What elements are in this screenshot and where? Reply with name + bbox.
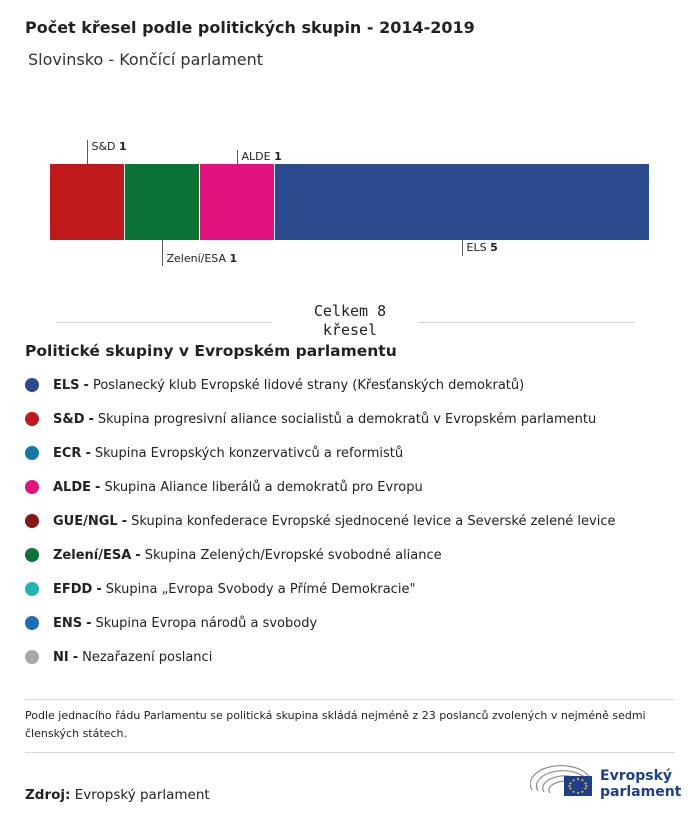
legend-color-dot [25,480,39,494]
legend-item [25,368,616,402]
legend-color-dot [25,514,39,528]
legend-color-dot [25,378,39,392]
legend-separator: - [135,547,141,563]
legend-item [25,572,616,606]
legend-separator: - [86,615,92,631]
logo-line-1: Evropský [600,768,673,784]
legend-description: Skupina „Evropa Svobody a Přímé Demokracie" [105,581,416,597]
legend-color-dot [25,446,39,460]
legend-item [25,606,616,640]
footnote: Podle jednacího řádu Parlamentu se politická skupina skládá nejméně z 23 poslanců zvolených v nejméně sedmi členských státech. [25,709,646,740]
legend-description: Skupina Evropských konzervativců a reformistů [94,445,404,461]
bar-segment-s-d [50,164,124,240]
total-divider-left [56,322,272,323]
legend-abbr: ALDE [53,479,92,495]
legend-abbr: Zelení/ESA [53,547,132,563]
legend-color-dot [25,548,39,562]
divider-top [25,699,675,700]
legend-color-dot [25,650,39,664]
legend-item [25,538,616,572]
legend-item [25,504,616,538]
legend-item [25,402,616,436]
logo-line-2: parlament [600,784,682,800]
source-value: Evropský parlament [74,787,210,803]
legend-color-dot [25,412,39,426]
legend-separator: - [95,479,101,495]
segment-label-s-d: S&D 1 [91,140,127,153]
legend-description: Nezařazení poslanci [82,649,213,665]
legend-description: Skupina Evropa národů a svobody [95,615,318,631]
legend-abbr: EFDD [53,581,93,597]
legend-abbr: GUE/NGL [53,513,118,529]
legend-description: Skupina Zelených/Evropské svobodné aliance [144,547,442,563]
legend-item [25,436,616,470]
total-seats-count: Celkem 8 [313,302,387,320]
stacked-bar-chart [0,120,700,280]
legend-abbr: ENS [53,615,83,631]
total-divider-right [418,322,634,323]
legend-color-dot [25,582,39,596]
legend-abbr: S&D [53,411,85,427]
legend-separator: - [72,649,79,665]
segment-label-zelen-esa: Zelení/ESA 1 [166,252,238,265]
chart-subtitle: Slovinsko - Končící parlament [28,50,264,69]
legend-item [25,470,616,504]
legend-separator: - [83,377,89,393]
legend-abbr: ECR [53,445,82,461]
legend-separator: - [88,411,94,427]
legend-description: Skupina konfederace Evropské sjednocené levice a Severské zelené levice [131,513,616,529]
legend-description: Skupina Aliance liberálů a demokratů pro Evropu [104,479,423,495]
source [25,787,210,803]
bar-segment-zelen-esa [125,164,199,240]
legend-separator: - [85,445,91,461]
segment-label-alde: ALDE 1 [241,150,282,163]
legend-color-dot [25,616,39,630]
legend-abbr: ELS [53,377,80,393]
legend-abbr: NI [53,649,69,665]
bar-segment-els [275,164,649,240]
bar-segment-alde [200,164,274,240]
total-seats-label [290,302,410,340]
legend-separator: - [96,581,102,597]
chart-title: Počet křesel podle politických skupin - 2014-2019 [25,18,475,37]
source-label: Zdroj: [25,787,71,803]
legend-description: Skupina progresivní aliance socialistů a demokratů v Evropském parlamentu [97,411,597,427]
segment-label-els: ELS 5 [466,241,498,254]
legend-separator: - [121,513,128,529]
logo-wordmark [600,768,681,800]
legend-item [25,640,616,674]
total-seats-unit: křesel [322,321,378,339]
legend-title: Politické skupiny v Evropském parlamentu [25,342,397,360]
legend-list [25,368,616,674]
divider-bottom [25,752,675,753]
legend-description: Poslanecký klub Evropské lidové strany (Křesťanských demokratů) [92,377,525,393]
